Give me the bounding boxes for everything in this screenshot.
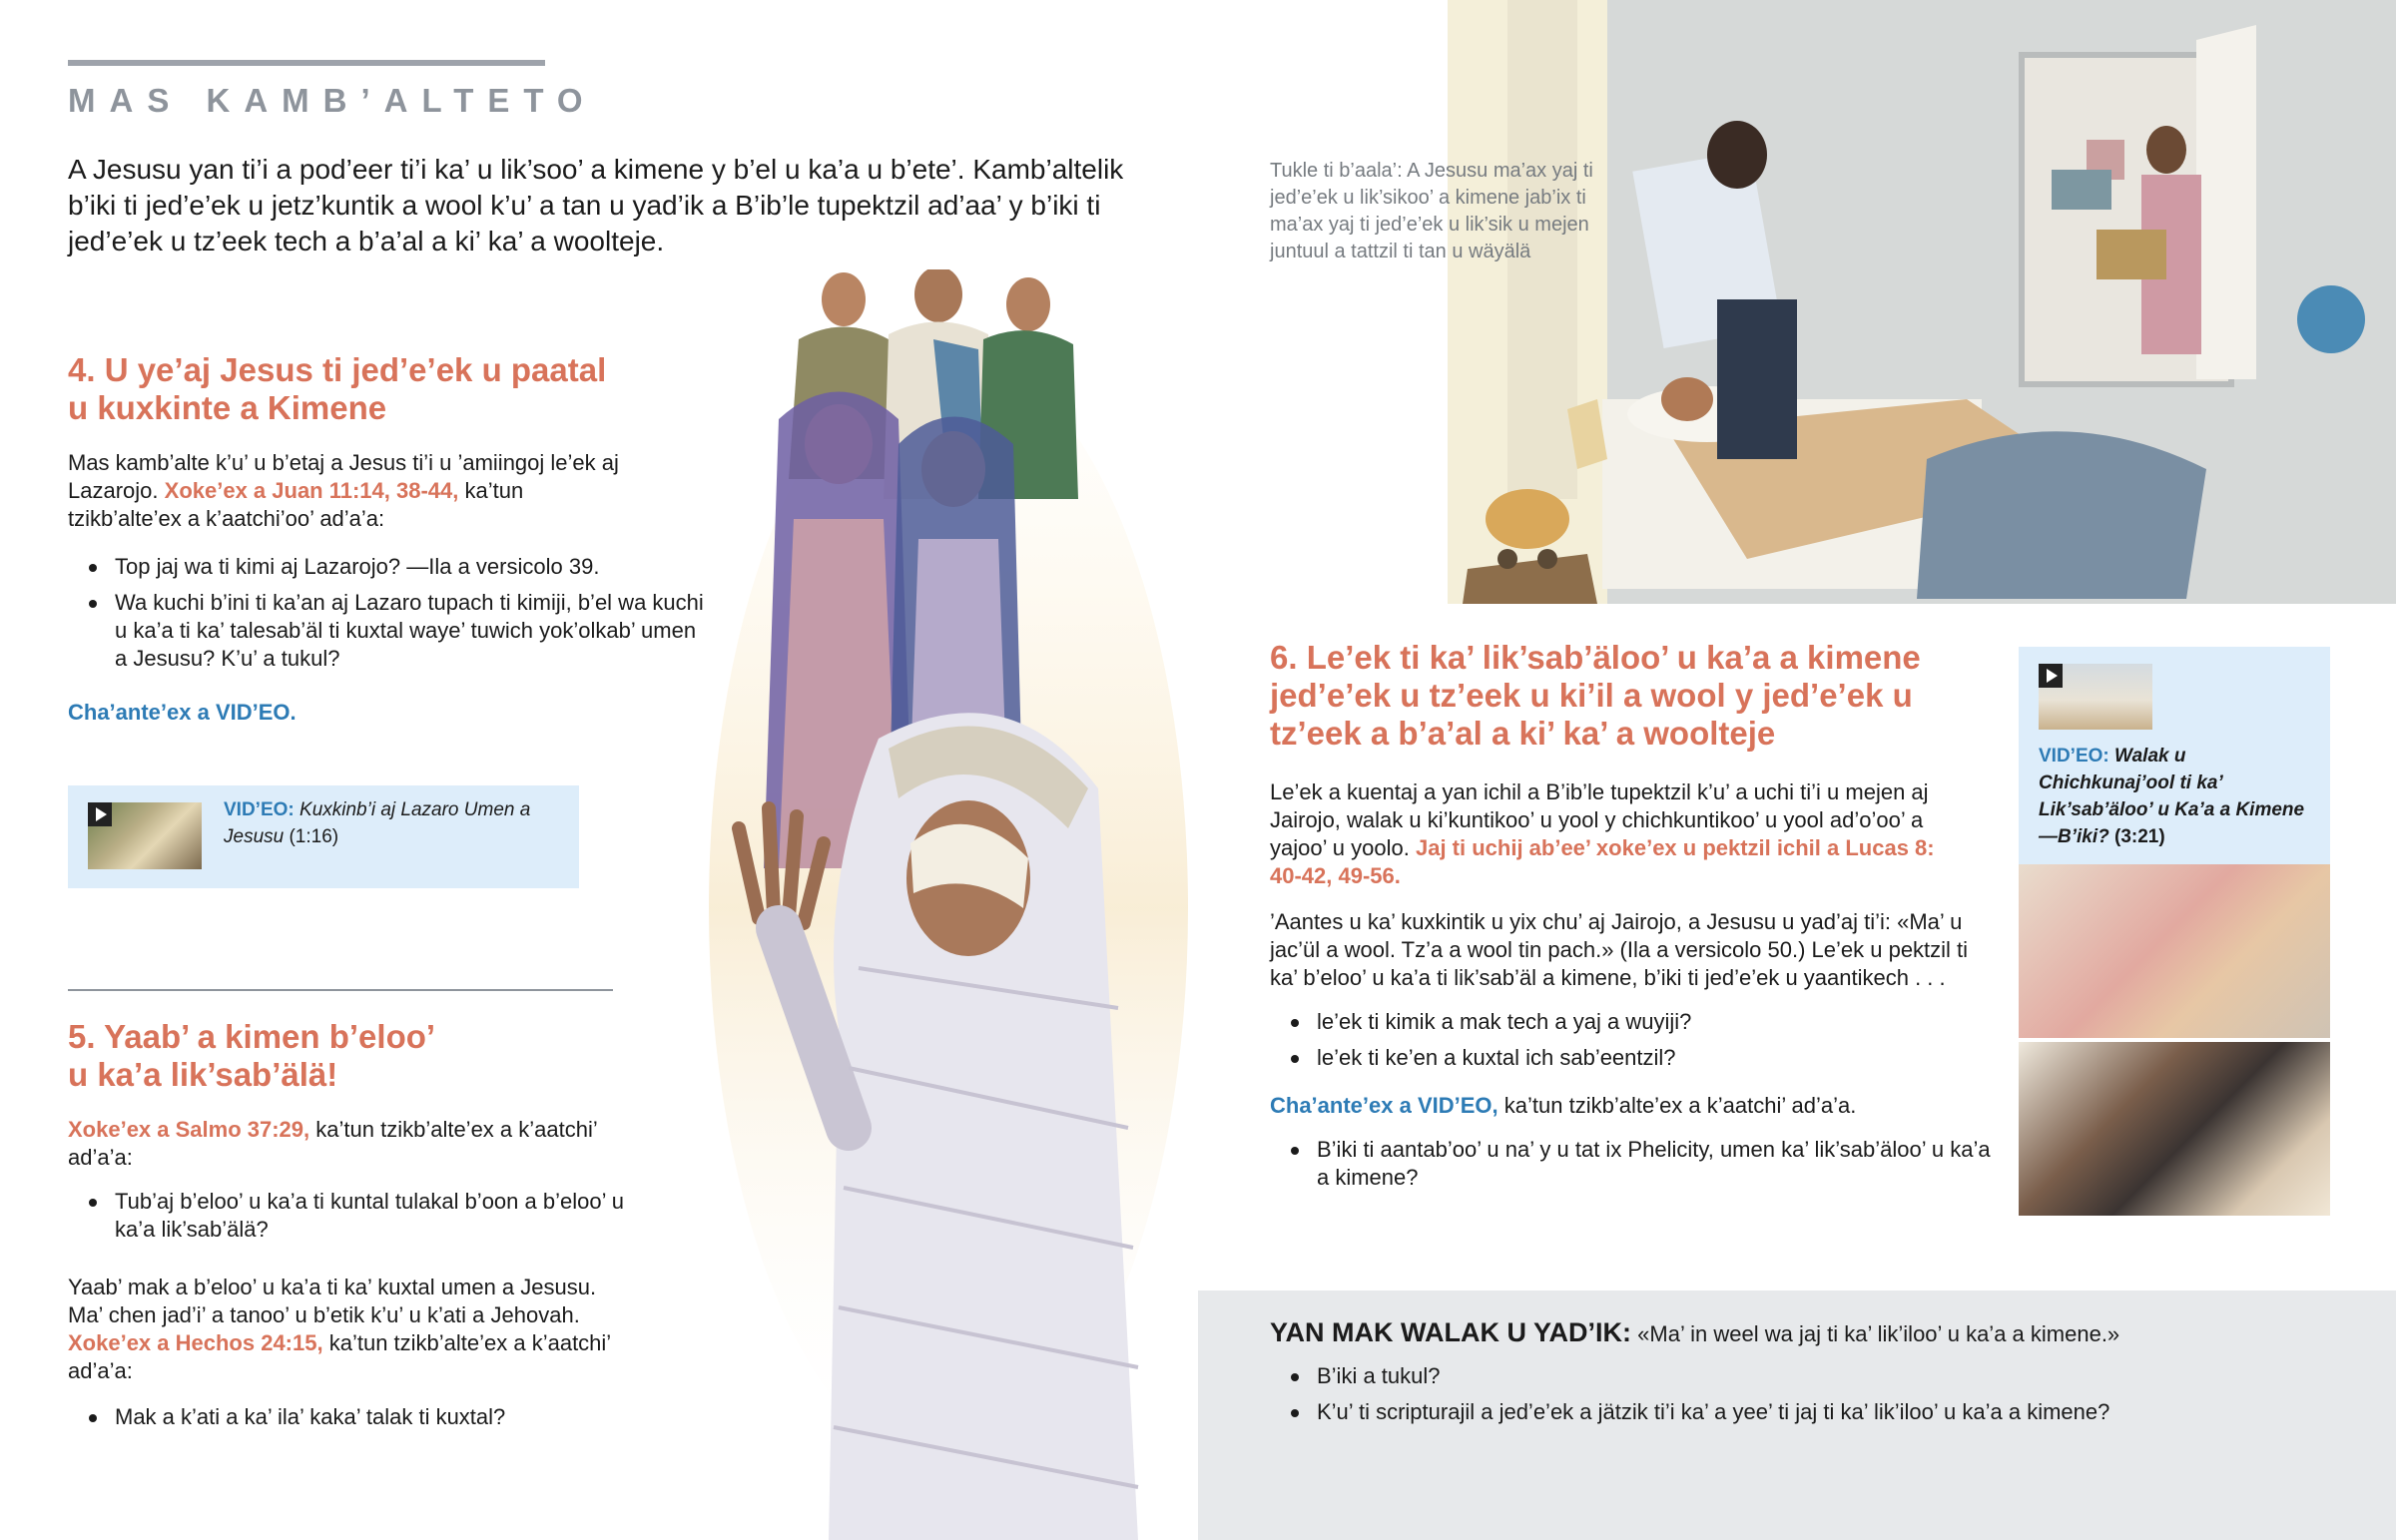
section-6-video-prompt bbox=[1270, 1092, 1989, 1120]
section-5-questions-1 bbox=[68, 1188, 644, 1244]
image-caption: Tukle ti b’aala’: A Jesusu ma’ax yaj ti jed’e’ek u lik’sikoo’ a kimene jab’ix ti ma’ax yaj ti jed’e’ek u lik’sik u mejen juntuul a tattzil ti tan u wäyälä bbox=[1270, 160, 1593, 262]
video-still-embrace bbox=[2019, 864, 2330, 1038]
question-item: Tub’aj b’eloo’ u ka’a ti kuntal tulakal b’oon a b’eloo’ u ka’a lik’sab’älä? bbox=[115, 1188, 644, 1244]
section-6-text-1: Le’ek a kuentaj a yan ichil a B’ib’le tupektzil k’u’ a uchi ti’i u mejen aj Jairojo, walak u ki’kuntikoo’ u yool y chichkuntikoo’ u yool ad’o’oo’ a yajoo’ u yoolo. bbox=[1270, 779, 1929, 860]
summary-statement bbox=[1270, 1317, 2368, 1349]
section-5-heading-line2: u ka’a lik’sab’älä! bbox=[68, 1056, 338, 1093]
section-5-prompt-2: ka’tun tzikb’alte’ex a k’aatchi’ ad’a’a: bbox=[68, 1330, 611, 1383]
section-kicker: MAS KAMB’ALTETO bbox=[68, 82, 597, 119]
question-item: le’ek ti ke’en a kuxtal ich sab’eentzil? bbox=[1317, 1044, 1996, 1072]
section-4 bbox=[68, 351, 704, 727]
video-duration: (1:16) bbox=[289, 826, 339, 847]
question-item: Wa kuchi b’ini ti ka’an aj Lazaro tupach ti kimiji, b’el wa kuchi u ka’a ti ka’ talesab’äl ti kuxtal waye’ tuwich yok’olkab’ umen a Jesusu? K’u’ a tukul? bbox=[115, 589, 714, 673]
video-link[interactable]: Cha’ante’ex a VID’EO. bbox=[68, 700, 297, 725]
video-still-bible-study bbox=[2019, 1042, 2330, 1216]
section-5-paragraph bbox=[68, 1274, 627, 1385]
question-item: Top jaj wa ti kimi aj Lazarojo? —Ila a versicolo 39. bbox=[115, 553, 714, 581]
video-caption bbox=[224, 796, 553, 850]
video-tag: VID’EO: bbox=[224, 799, 295, 820]
section-6-paragraph-2: ’Aantes u ka’ kuxkintik u yix chu’ aj Jairojo, a Jesusu u yad’aj ti’i: «Ma’ u jac’ül a wool. Tz’a a wool tin pach.» (Ila a versicolo 50.) Le’ek u pektzil ti ka’ b’eloo’ u ka’a ti lik’sab’äl a kimene, b’iki ti jed’e’ek u yaantikech . . . bbox=[1270, 909, 1969, 990]
section-4-heading-line1: 4. U ye’aj Jesus ti jed’e’ek u paatal bbox=[68, 351, 607, 388]
section-4-paragraph bbox=[68, 449, 637, 533]
lazarus-illustration bbox=[679, 269, 1198, 1540]
video-link[interactable]: Cha’ante’ex a VID’EO, bbox=[1270, 1093, 1498, 1118]
section-4-text-b: ka’tun tzikb’alte’ex a k’aatchi’oo’ ad’a’a: bbox=[68, 478, 524, 531]
question-item: B’iki ti aantab’oo’ u na’ y u tat ix Phelicity, umen ka’ lik’sab’äloo’ u ka’a a kimene? bbox=[1317, 1136, 1996, 1192]
section-5-heading bbox=[68, 1018, 667, 1094]
video-duration: (3:21) bbox=[2114, 826, 2165, 847]
summary-quote: «Ma’ in weel wa jaj ti ka’ lik’iloo’ u ka’a a kimene.» bbox=[1637, 1321, 2120, 1346]
bedroom-illustration bbox=[1448, 0, 2396, 604]
section-6-heading: 6. Le’ek ti ka’ lik’sab’äloo’ u ka’a a kimene jed’e’ek u tz’eek u ki’il a wool y jed’e’ek u tz’eek a b’a’al a ki’ ka’ a woolteje bbox=[1270, 639, 1921, 752]
video-tag: VID’EO: bbox=[2039, 746, 2109, 767]
section-5-questions-2 bbox=[68, 1403, 674, 1431]
summary-label: YAN MAK WALAK U YAD’IK: bbox=[1270, 1317, 1632, 1347]
question-item: B’iki a tukul? bbox=[1317, 1362, 2375, 1390]
scripture-link-salmo[interactable]: Xoke’ex a Salmo 37:29, bbox=[68, 1117, 310, 1142]
section-6-prompt: ka’tun tzikb’alte’ex a k’aatchi’ ad’a’a. bbox=[1503, 1093, 1857, 1118]
section-5 bbox=[68, 1018, 667, 1439]
section-6-questions bbox=[1270, 1008, 1996, 1072]
section-4-text-a: Mas kamb’alte k’u’ u b’etaj a Jesus ti’i u ’amiingoj le’ek aj Lazarojo. bbox=[68, 450, 619, 503]
section-5-text: Yaab’ mak a b’eloo’ u ka’a ti ka’ kuxtal umen a Jesusu. Ma’ chen jad’i’ a tanoo’ u b’etik k’u’ u k’ati a Jehovah. bbox=[68, 1275, 597, 1327]
question-item: le’ek ti kimik a mak tech a yaj a wuyiji? bbox=[1317, 1008, 1996, 1036]
summary-box bbox=[1198, 1290, 2396, 1540]
section-6 bbox=[1270, 639, 1989, 1200]
section-5-heading-line1: 5. Yaab’ a kimen b’eloo’ bbox=[68, 1018, 436, 1055]
section-6-questions-2 bbox=[1270, 1136, 1996, 1192]
scripture-link-juan[interactable]: Xoke’ex a Juan 11:14, 38-44, bbox=[164, 478, 459, 503]
section-4-questions bbox=[68, 553, 714, 673]
video-card-hope[interactable] bbox=[2019, 647, 2330, 864]
video-thumbnail[interactable] bbox=[2039, 664, 2152, 730]
video-caption bbox=[2039, 743, 2318, 850]
play-icon[interactable] bbox=[2039, 664, 2063, 688]
section-5-intro bbox=[68, 1116, 627, 1172]
video-card-lazarus[interactable] bbox=[68, 785, 579, 888]
section-divider bbox=[68, 989, 613, 991]
play-icon[interactable] bbox=[88, 802, 112, 826]
section-6-paragraph-1 bbox=[1270, 778, 1969, 890]
video-thumbnail[interactable] bbox=[88, 802, 202, 869]
section-4-heading-line2: u kuxkinte a Kimene bbox=[68, 389, 387, 426]
header-rule bbox=[68, 60, 545, 66]
scripture-link-hechos[interactable]: Xoke’ex a Hechos 24:15, bbox=[68, 1330, 323, 1355]
scripture-link-lucas[interactable]: Jaj ti uchij ab’ee’ xoke’ex u pektzil ichil a Lucas 8: 40-42, 49-56. bbox=[1270, 835, 1935, 888]
question-item: Mak a k’ati a ka’ ila’ kaka’ talak ti kuxtal? bbox=[115, 1403, 674, 1431]
intro-paragraph: A Jesusu yan ti’i a pod’eer ti’i ka’ u lik’soo’ a kimene y b’el u ka’a u b’ete’. Kamb’altelik b’iki ti jed’e’ek u jetz’kuntik a wool k’u’ a tan u yad’ik a B’ib’le tupektzil ad’aa’ y b’iki ti jed’e’ek u tz’eek tech a b’a’al a ki’ ka’ a woolteje. bbox=[68, 154, 1124, 257]
summary-questions bbox=[1270, 1362, 2375, 1434]
video-title: Kuxkinb’i aj Lazaro Umen a Jesusu bbox=[224, 799, 531, 847]
video-title: Walak u Chichkunaj’ool ti ka’ Lik’sab’äloo’ u Ka’a a Kimene —B’iki? bbox=[2039, 746, 2305, 847]
section-4-heading bbox=[68, 351, 687, 427]
section-5-prompt-1: ka’tun tzikb’alte’ex a k’aatchi’ ad’a’a: bbox=[68, 1117, 597, 1170]
question-item: K’u’ ti scripturajil a jed’e’ek a jätzik ti’i ka’ a yee’ ti jaj ti ka’ lik’iloo’ u ka’a a kimene? bbox=[1317, 1398, 2375, 1426]
